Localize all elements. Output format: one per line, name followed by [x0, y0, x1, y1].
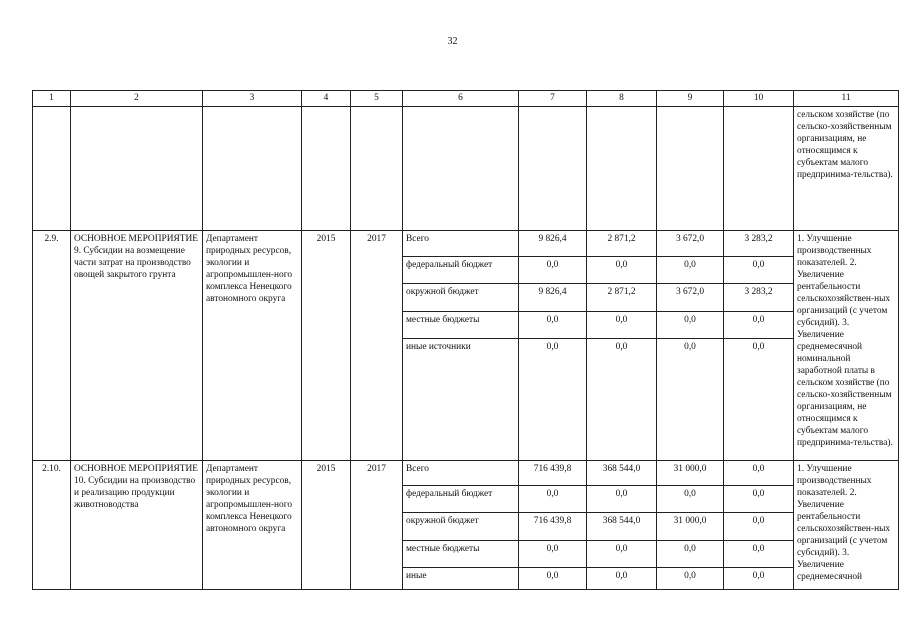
funding-value: 0,0 — [724, 568, 794, 590]
continuation-results: сельском хозяйстве (по сельско-хозяйственным организациям, не относящимся к субъектам малого предпринима-тельства). — [794, 107, 899, 231]
funding-value: 0,0 — [724, 461, 794, 486]
funding-value: 2 871,2 — [587, 231, 657, 257]
expected-results: 1. Улучшение производственных показателей. 2. Увеличение рентабельности сельскохозяйствен-ных организаций (с учетом субсидий). 3. Увеличение среднемесячной — [794, 461, 899, 590]
funding-source-label: Всего — [403, 461, 519, 486]
funding-source-label: окружной бюджет — [403, 513, 519, 541]
funding-value: 0,0 — [587, 257, 657, 284]
funding-value: 0,0 — [519, 339, 587, 461]
measure-end-year: 2017 — [351, 461, 403, 590]
funding-source-label: окружной бюджет — [403, 284, 519, 312]
funding-value: 716 439,8 — [519, 513, 587, 541]
funding-source-label: местные бюджеты — [403, 541, 519, 568]
funding-value: 2 871,2 — [587, 284, 657, 312]
measure-name: ОСНОВНОЕ МЕРОПРИЯТИЕ 10. Субсидии на производство и реализацию продукции животноводства — [71, 461, 203, 590]
funding-value: 0,0 — [724, 513, 794, 541]
funding-value: 0,0 — [519, 568, 587, 590]
measure-start-year: 2015 — [302, 461, 351, 590]
funding-value: 9 826,4 — [519, 231, 587, 257]
funding-value: 368 544,0 — [587, 461, 657, 486]
measure-executor: Департамент природных ресурсов, экологии и агропромышлен-ного комплекса Ненецкого автономного округа — [203, 461, 302, 590]
col-header-1: 1 — [33, 91, 71, 107]
funding-value: 716 439,8 — [519, 461, 587, 486]
col-header-6: 6 — [403, 91, 519, 107]
measure-executor: Департамент природных ресурсов, экологии и агропромышлен-ного комплекса Ненецкого автономного округа — [203, 231, 302, 461]
funding-row — [33, 231, 899, 257]
funding-value: 0,0 — [657, 257, 724, 284]
funding-value: 0,0 — [724, 339, 794, 461]
funding-value: 3 283,2 — [724, 284, 794, 312]
funding-value: 0,0 — [519, 486, 587, 513]
col-header-11: 11 — [794, 91, 899, 107]
col-header-5: 5 — [351, 91, 403, 107]
col-header-10: 10 — [724, 91, 794, 107]
funding-value: 0,0 — [657, 339, 724, 461]
col-header-7: 7 — [519, 91, 587, 107]
funding-source-label: иные — [403, 568, 519, 590]
funding-value: 0,0 — [724, 312, 794, 339]
funding-value: 9 826,4 — [519, 284, 587, 312]
col-header-4: 4 — [302, 91, 351, 107]
program-table — [32, 90, 899, 590]
funding-source-label: Всего — [403, 231, 519, 257]
funding-value: 0,0 — [587, 568, 657, 590]
continuation-row — [33, 107, 899, 231]
measure-start-year: 2015 — [302, 231, 351, 461]
funding-value: 0,0 — [724, 257, 794, 284]
funding-source-label: иные источники — [403, 339, 519, 461]
column-numbers-row — [33, 91, 899, 107]
col-header-9: 9 — [657, 91, 724, 107]
funding-source-label: местные бюджеты — [403, 312, 519, 339]
funding-value: 0,0 — [657, 486, 724, 513]
expected-results: 1. Улучшение производственных показателей. 2. Увеличение рентабельности сельскохозяйствен-ных организаций (с учетом субсидий). 3. Увеличение среднемесячной номинальной заработной платы в сельском хозяйстве (по сельско-хозяйственным организациям, не относящимся к субъектам малого предпринима-тельства). — [794, 231, 899, 461]
funding-value: 0,0 — [724, 486, 794, 513]
funding-value: 0,0 — [519, 541, 587, 568]
funding-value: 0,0 — [587, 339, 657, 461]
funding-value: 368 544,0 — [587, 513, 657, 541]
funding-value: 0,0 — [587, 541, 657, 568]
page-number: 32 — [447, 36, 458, 47]
funding-value: 3 672,0 — [657, 231, 724, 257]
measure-name: ОСНОВНОЕ МЕРОПРИЯТИЕ 9. Субсидии на возмещение части затрат на производство овощей закрытого грунта — [71, 231, 203, 461]
funding-value: 0,0 — [657, 312, 724, 339]
funding-value: 0,0 — [657, 568, 724, 590]
measure-number: 2.10. — [33, 461, 71, 590]
funding-value: 0,0 — [724, 541, 794, 568]
col-header-8: 8 — [587, 91, 657, 107]
funding-value: 3 672,0 — [657, 284, 724, 312]
col-header-3: 3 — [203, 91, 302, 107]
funding-value: 31 000,0 — [657, 461, 724, 486]
measure-end-year: 2017 — [351, 231, 403, 461]
funding-row — [33, 461, 899, 486]
funding-value: 0,0 — [587, 312, 657, 339]
funding-value: 0,0 — [519, 312, 587, 339]
funding-value: 3 283,2 — [724, 231, 794, 257]
funding-source-label: федеральный бюджет — [403, 486, 519, 513]
funding-source-label: федеральный бюджет — [403, 257, 519, 284]
col-header-2: 2 — [71, 91, 203, 107]
funding-value: 0,0 — [519, 257, 587, 284]
measure-number: 2.9. — [33, 231, 71, 461]
funding-value: 31 000,0 — [657, 513, 724, 541]
funding-value: 0,0 — [587, 486, 657, 513]
funding-value: 0,0 — [657, 541, 724, 568]
